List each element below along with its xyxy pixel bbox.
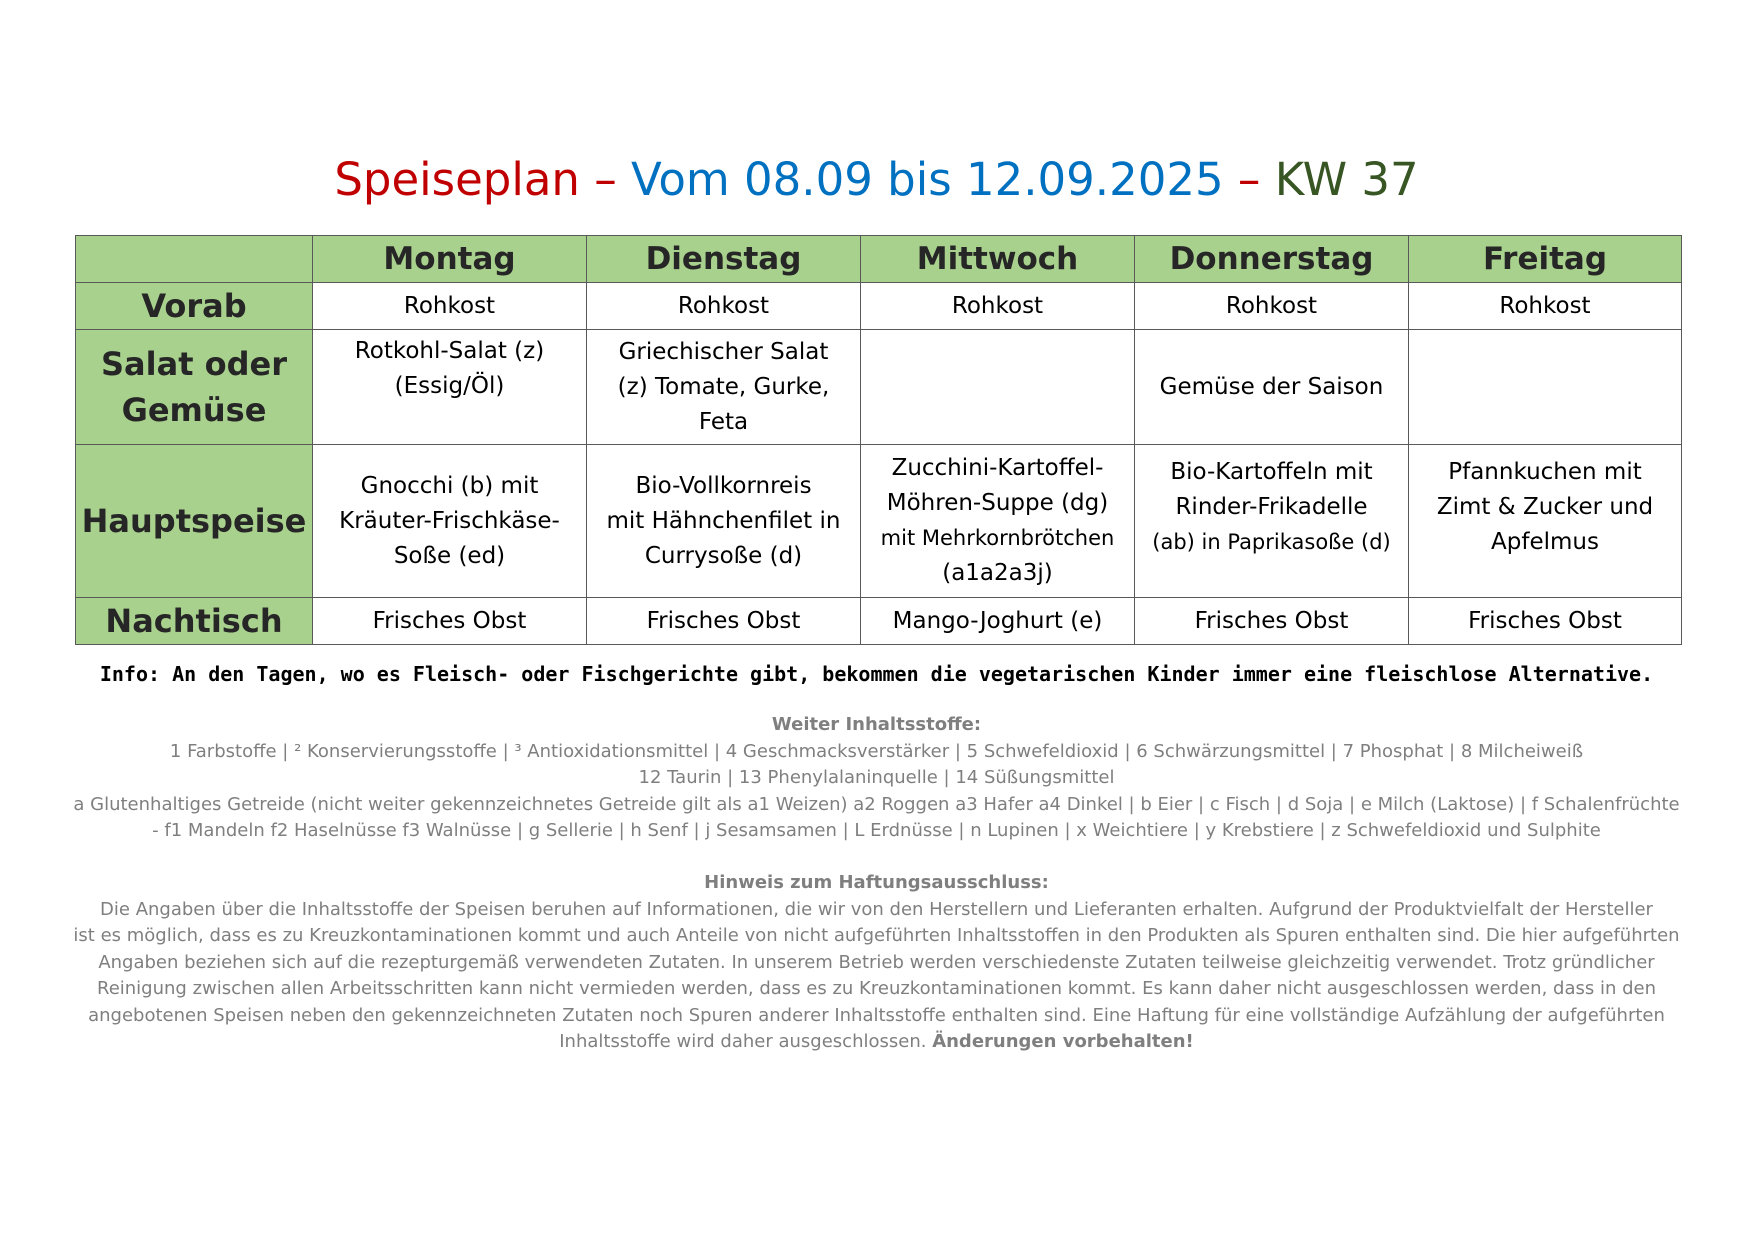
menu-cell: Rohkost (313, 283, 587, 330)
table-header-row (76, 236, 1682, 283)
title-separator: – (579, 153, 632, 206)
title-week: KW 37 (1274, 153, 1419, 206)
header-corner (76, 236, 313, 283)
cell-line: Möhren-Suppe (dg) (886, 490, 1109, 516)
day-header: Freitag (1409, 236, 1682, 283)
cell-line: Zucchini-Kartoffel- (891, 455, 1104, 481)
info-note: Info: An den Tagen, wo es Fleisch- oder Fischgerichte gibt, bekommen die vegetarischen Kinder immer eine fleischlose Alternative. (99, 662, 1654, 686)
day-header: Montag (313, 236, 587, 283)
cell-line: Apfelmus (1491, 529, 1599, 555)
additives-section (60, 712, 1693, 845)
additives-heading: Weiter Inhaltsstoffe: (771, 714, 982, 735)
menu-cell: Frisches Obst (1135, 598, 1409, 645)
disclaimer-line: Angaben beziehen sich auf die rezepturgemäß verwendeten Zutaten. In unserem Betrieb werden verschiedenste Zutaten teilweise gleichzeitig verwendet. Trotz gründlicher (98, 951, 1655, 973)
cell-line: Bio-Kartoffeln mit (1170, 459, 1373, 485)
menu-cell (313, 330, 587, 445)
row-label-hauptspeise: Hauptspeise (76, 445, 313, 598)
menu-cell (1135, 330, 1409, 445)
cell-line: Pfannkuchen mit (1448, 459, 1642, 485)
cell-line: Kräuter-Frischkäse- (339, 507, 560, 534)
menu-cell (587, 330, 861, 445)
changes-reserved: Änderungen vorbehalten! (932, 1031, 1194, 1052)
menu-cell-empty (1409, 330, 1682, 445)
disclaimer-line: ist es möglich, dass es zu Kreuzkontaminationen kommt und auch Anteile von nicht aufgeführten Inhaltsstoffen in den Produkten als Spuren enthalten sind. Die hier aufgeführten (73, 925, 1680, 946)
table-row (76, 445, 1682, 598)
additives-line: a Glutenhaltiges Getreide (nicht weiter gekennzeichnetes Getreide gilt als a1 Weizen) a2 Roggen a3 Hafer a4 Dinkel | b Eier | c Fisch | d Soja | e Milch (Laktose) | f Schalenfrüchte (73, 793, 1680, 815)
menu-cell: Rohkost (861, 283, 1135, 330)
menu-cell (861, 445, 1135, 598)
menu-cell: Frisches Obst (587, 598, 861, 645)
additives-line: - f1 Mandeln f2 Haselnüsse f3 Walnüsse | g Sellerie | h Senf | j Sesamsamen | L Erdnüsse | n Lupinen | x Weichtiere | y Krebstiere | z Schwefeldioxid und Sulphite (152, 820, 1601, 841)
disclaimer-line: Reinigung zwischen allen Arbeitsschritten kann nicht vermieden werden, dass es zu Kreuzkontaminationen kommt. Es kann daher nicht ausgeschlossen werden, dass in den (97, 978, 1656, 999)
cell-line: Zimt & Zucker und (1436, 494, 1654, 520)
cell-line: mit Hähnchenfilet in (606, 507, 841, 534)
title-date-range: Vom 08.09 bis 12.09.2025 (631, 153, 1224, 206)
page-title (0, 150, 1753, 210)
menu-table (75, 235, 1682, 645)
disclaimer-last-line (60, 1029, 1693, 1056)
additives-line: 1 Farbstoffe | ² Konservierungsstoffe | ³ Antioxidationsmittel | 4 Geschmacksverstärker | 5 Schwefeldioxid | 6 Schwärzungsmittel | 7 Phosphat | 8 Milcheiweiß (169, 740, 1584, 762)
row-label-line: Salat oder (100, 345, 287, 383)
row-label-nachtisch: Nachtisch (76, 598, 313, 645)
menu-cell: Rohkost (1135, 283, 1409, 330)
menu-cell: Frisches Obst (313, 598, 587, 645)
cell-line: mit Mehrkornbrötchen (880, 526, 1115, 550)
day-header: Mittwoch (861, 236, 1135, 283)
cell-line: Bio-Vollkornreis (635, 472, 812, 499)
menu-cell-empty (861, 330, 1135, 445)
day-header: Donnerstag (1135, 236, 1409, 283)
menu-cell: Mango-Joghurt (e) (861, 598, 1135, 645)
disclaimer-section (60, 870, 1693, 1056)
cell-line: (ab) in Paprikasoße (d) (1152, 530, 1391, 554)
row-label-salat (76, 330, 313, 445)
row-label-vorab: Vorab (76, 283, 313, 330)
row-label-line: Gemüse (121, 391, 267, 429)
cell-line: Currysoße (d) (644, 542, 803, 569)
cell-line: (Essig/Öl) (394, 373, 505, 399)
title-speiseplan: Speiseplan (334, 153, 580, 206)
table-row (76, 598, 1682, 645)
menu-cell: Frisches Obst (1409, 598, 1682, 645)
cell-line: (z) Tomate, Gurke, (617, 373, 830, 400)
menu-cell (1409, 445, 1682, 598)
menu-cell (587, 445, 861, 598)
menu-cell: Rohkost (1409, 283, 1682, 330)
cell-line: Gemüse der Saison (1159, 373, 1384, 400)
disclaimer-line: Die Angaben über die Inhaltsstoffe der Speisen beruhen auf Informationen, die wir von den Herstellern und Lieferanten erhalten. Aufgrund der Produktvielfalt der Hersteller (100, 898, 1653, 920)
disclaimer-last-text: Inhaltsstoffe wird daher ausgeschlossen. (559, 1031, 933, 1052)
cell-line: Feta (698, 408, 749, 435)
menu-cell: Rohkost (587, 283, 861, 330)
cell-line: Rotkohl-Salat (z) (354, 338, 545, 364)
cell-line: Griechischer Salat (618, 338, 829, 365)
additives-line: 12 Taurin | 13 Phenylalaninquelle | 14 Süßungsmittel (638, 767, 1115, 788)
disclaimer-heading: Hinweis zum Haftungsausschluss: (704, 872, 1049, 893)
cell-line: Rinder-Frikadelle (1175, 494, 1368, 520)
day-header: Dienstag (587, 236, 861, 283)
menu-cell (1135, 445, 1409, 598)
menu-cell (313, 445, 587, 598)
table-row (76, 330, 1682, 445)
cell-line: Soße (ed) (393, 542, 506, 569)
table-row (76, 283, 1682, 330)
disclaimer-line: angebotenen Speisen neben den gekennzeichneten Zutaten noch Spuren anderer Inhaltsstoffe enthalten sind. Eine Haftung für eine vollständige Aufzählung der aufgeführten (88, 1004, 1665, 1026)
title-separator: – (1223, 153, 1275, 206)
cell-line: Gnocchi (b) mit (360, 472, 539, 499)
cell-line: (a1a2a3j) (942, 560, 1053, 586)
